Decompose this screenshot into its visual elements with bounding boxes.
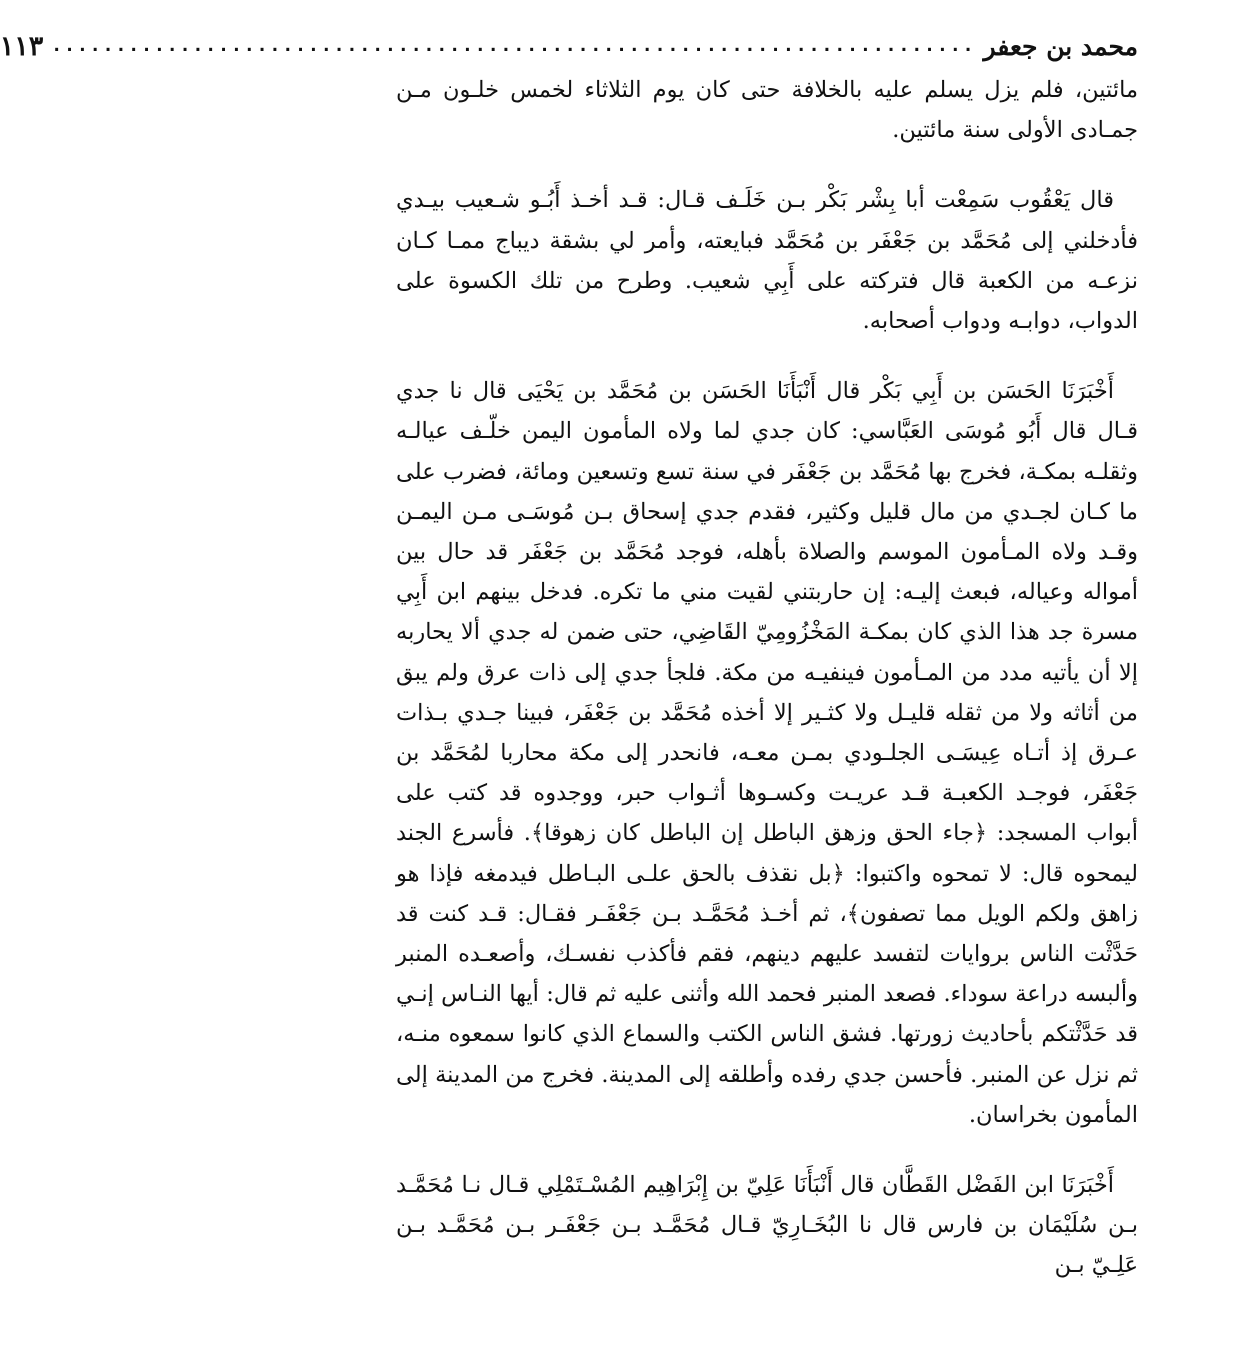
running-header [0, 26, 1138, 66]
leader-dots: ........................................................................ [51, 35, 976, 56]
paragraph-qattan-narration: أَخْبَرَنَا ابن الفَضْل القَطَّان قال أَنْبَأَنَا عَلِيّ بن إِبْرَاهِيم المُسْـتَمْلِي قـال نـا مُحَمَّـد بـن سُلَيْمَان بن فارس قال نا البُخَـارِيّ قـال مُحَمَّـد بـن جَعْفَـر بـن مُحَمَّـد بـن عَلِـيّ بـن [396, 1172, 1138, 1279]
paragraph-gap [396, 150, 1138, 180]
paragraph-gap [396, 341, 1138, 371]
paragraph-yaqub-narration: قال يَعْقُوب سَمِعْت أبا بِشْر بَكْر بـن خَلَـف قـال: قـد أخـذ أَبُـو شـعيب بيـدي فأدخلني إلى مُحَمَّد بن جَعْفَر بن مُحَمَّد فبايعته، وأمر لي بشقة ديباج ممـا كـان نزعـه من الكعبة قال فتركته على أَبِي شعيب. وطرح من تلك الكسوة على الدواب، دوابـه ودواب أصحابه. [396, 187, 1138, 335]
page-number: ١١٣ [0, 30, 44, 62]
chapter-title: محمد بن جعفر [983, 31, 1138, 61]
paragraph-gap [396, 1135, 1138, 1165]
body-text [396, 70, 1138, 1286]
paragraph-continuation: مائتين، فلم يزل يسلم عليه بالخلافة حتى كان يوم الثلاثاء لخمس خلـون مـن جمـادى الأولى سنة مائتين. [396, 77, 1138, 144]
paragraph-abbasi-narration: أَخْبَرَنَا الحَسَن بن أَبِي بَكْر قال أَنْبَأَنَا الحَسَن بن مُحَمَّد بن يَحْيَى قال نا جدي قـال قال أَبُو مُوسَى العَبَّاسي: كان جدي لما ولاه المأمون اليمن خلّـف عيالـه وثقلـه بمكـة، فخرج بها مُحَمَّد بن جَعْفَر في سنة تسع وتسعين ومائة، فضرب على ما كـان لجـدي من مال قليل وكثير، فقدم جدي إسحاق بـن مُوسَـى مـن اليمـن وقـد ولاه المـأمون الموسم والصلاة بأهله، فوجد مُحَمَّد بن جَعْفَر قد حال بين أمواله وعياله، فبعث إليـه: إن حاربتني لقيت مني ما تكره. فدخل بينهم ابن أَبِي مسرة جد هذا الذي كان بمكـة المَخْزُومِيّ القَاضِي، حتى ضمن له جدي ألا يحاربه إلا أن يأتيه مدد من المـأمون فينفيـه من مكة. فلجأ جدي إلى ذات عرق ولم يبق من أثاثه ولا من ثقله قليـل ولا كثـير إلا أخذه مُحَمَّد بن جَعْفَر، فبينا جـدي بـذات عـرق إذ أتـاه عِيسَـى الجلـودي بمـن معـه، فانحدر إلى مكة محاربا لمُحَمَّد بن جَعْفَر، فوجـد الكعبـة قـد عريـت وكسـوها أثـواب حبر، ووجدوه قد كتب على أبواب المسجد: ﴿جاء الحق وزهق الباطل إن الباطل كان زهوقا﴾. فأسرع الجند ليمحوه قال: لا تمحوه واكتبوا: ﴿بل نقذف بالحق علـى البـاطل فيدمغه فإذا هو زاهق ولكم الويل مما تصفون﴾، ثم أخـذ مُحَمَّـد بـن جَعْفَـر فقـال: قـد كنت قد حَدَّثْت الناس بروايات لتفسد عليهم دينهم، فقم فأكذب نفسـك، وأصعـده المنبر وألبسه دراعة سوداء. فصعد المنبر فحمد الله وأثنى عليه ثم قال: أيها النـاس إنـي قد حَدَّثْتكم بأحاديث زورتها. فشق الناس الكتب والسماع الذي كانوا سمعوه منـه، ثم نزل عن المنبر. فأحسن جدي رفده وأطلقه إلى المدينة. فخرج من المدينة إلى المأمون بخراسان. [396, 378, 1138, 1128]
